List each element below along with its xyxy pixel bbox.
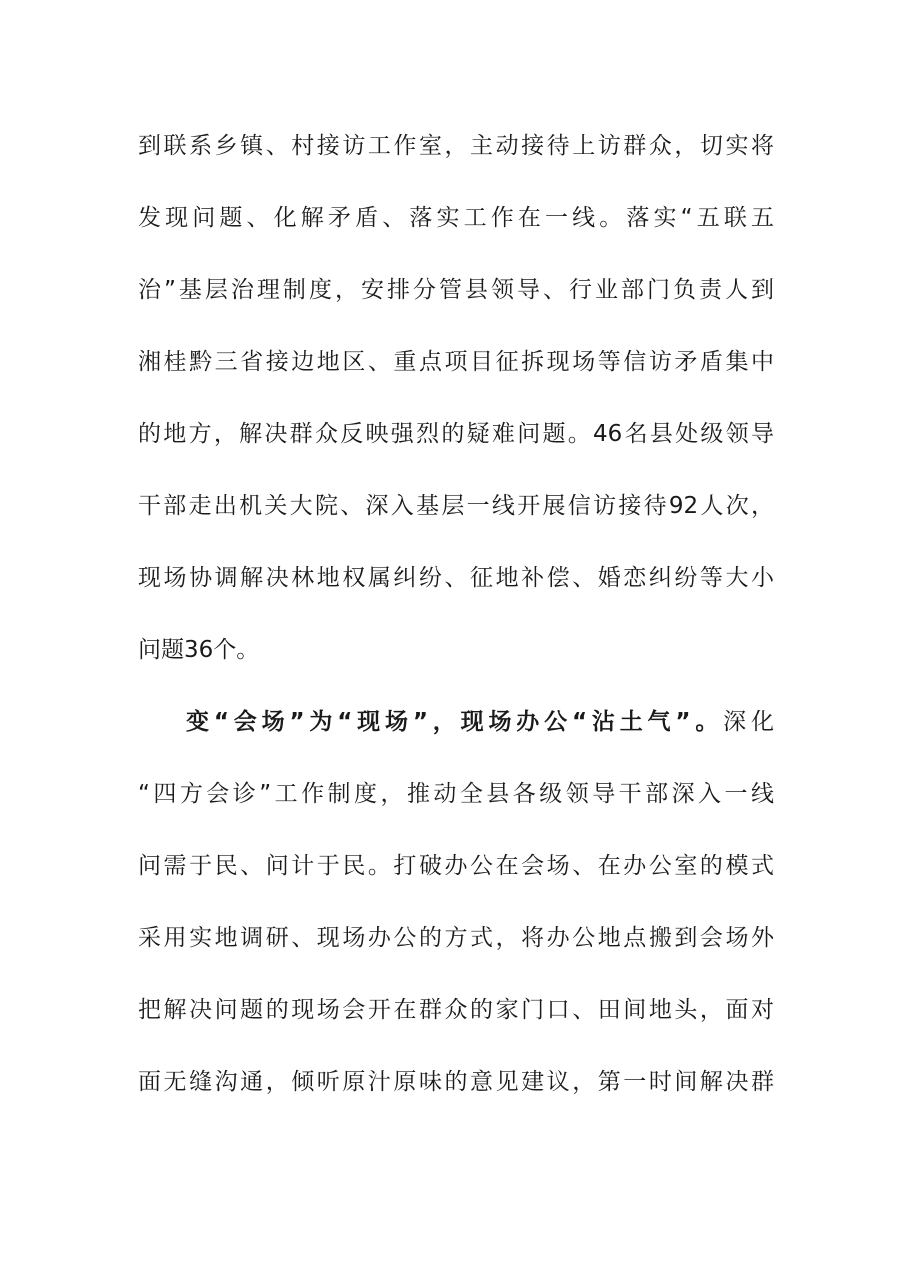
paragraph-line: 湘桂黔三省接边地区、重点项目征拆现场等信访矛盾集中 — [138, 349, 774, 375]
paragraph-line: “四方会诊”工作制度，推动全县各级领导干部深入一线 — [138, 781, 774, 807]
paragraph-heading-continuation: 深化 — [723, 709, 775, 735]
paragraph-heading: 变“会场”为“现场”，现场办公“沾土气”。 — [186, 709, 724, 735]
paragraph-line: 问题36个。 — [138, 637, 260, 663]
paragraph-heading-line — [186, 707, 774, 737]
paragraph-line: 采用实地调研、现场办公的方式，将办公地点搬到会场外 — [138, 925, 774, 951]
paragraph-line: 治”基层治理制度，安排分管县领导、行业部门负责人到 — [138, 277, 774, 303]
paragraph-line: 发现问题、化解矛盾、落实工作在一线。落实“五联五 — [138, 205, 774, 231]
paragraph-line: 的地方，解决群众反映强烈的疑难问题。46名县处级领导 — [138, 421, 774, 447]
paragraph-line: 把解决问题的现场会开在群众的家门口、田间地头，面对 — [138, 997, 774, 1023]
paragraph-line: 干部走出机关大院、深入基层一线开展信访接待92人次， — [138, 493, 774, 519]
paragraph-line: 到联系乡镇、村接访工作室，主动接待上访群众，切实将 — [138, 133, 774, 159]
paragraph-line: 现场协调解决林地权属纠纷、征地补偿、婚恋纠纷等大小 — [138, 565, 774, 591]
paragraph-line: 面无缝沟通，倾听原汁原味的意见建议，第一时间解决群 — [138, 1069, 774, 1095]
paragraph-line: 问需于民、问计于民。打破办公在会场、在办公室的模式 — [138, 853, 774, 879]
